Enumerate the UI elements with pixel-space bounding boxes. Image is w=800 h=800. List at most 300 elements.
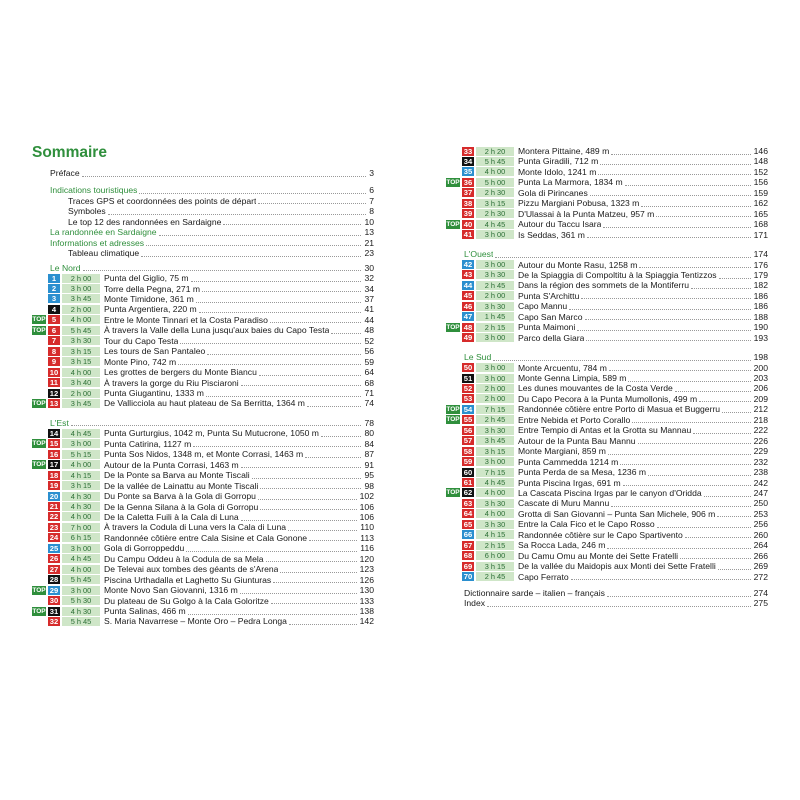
page-number: 186 — [753, 290, 768, 301]
page-number: 176 — [753, 259, 768, 270]
hike-title: Monte Pino, 742 m — [104, 356, 177, 367]
dot-leader — [260, 509, 356, 510]
dot-leader — [603, 227, 750, 228]
hike-duration: 4 h 45 — [62, 554, 100, 563]
hike-number: 19 — [49, 481, 59, 491]
dot-leader — [675, 391, 751, 392]
list-item[interactable] — [446, 551, 768, 561]
front-matter-title: Le top 12 des randonnées en Sardaigne — [68, 216, 222, 227]
page-number: 8 — [369, 206, 374, 217]
dot-leader — [252, 478, 362, 479]
hike-title: Punta Perda de sa Mesa, 1236 m — [518, 467, 647, 478]
page-number: 156 — [753, 177, 768, 188]
list-item[interactable] — [32, 533, 374, 543]
page-number: 52 — [364, 335, 374, 346]
hike-duration: 3 h 00 — [476, 363, 514, 372]
page-number: 247 — [753, 487, 768, 498]
list-item[interactable] — [446, 230, 768, 240]
dot-leader — [258, 203, 366, 204]
list-item[interactable] — [32, 284, 374, 294]
dot-leader — [611, 154, 750, 155]
hike-duration: 2 h 45 — [476, 572, 514, 581]
hike-title: Autour de la Punta Bau Mannu — [518, 435, 636, 446]
page-number: 190 — [753, 322, 768, 333]
list-item[interactable] — [32, 428, 374, 438]
hike-title: Autour de la Punta Corrasi, 1463 m — [104, 459, 239, 470]
hike-number: 44 — [463, 280, 473, 290]
list-item[interactable] — [446, 270, 768, 280]
list-item[interactable] — [446, 209, 768, 219]
hike-number: 38 — [463, 198, 473, 208]
hike-title: Du Camu Omu au Monte dei Sette Fratelli — [518, 550, 679, 561]
dot-leader — [309, 540, 357, 541]
dot-leader — [577, 330, 750, 331]
hike-title: Les tours de San Pantaleo — [104, 346, 206, 357]
dot-leader — [266, 561, 357, 562]
hike-number: 16 — [49, 449, 59, 459]
dot-leader — [699, 401, 751, 402]
list-item[interactable] — [446, 177, 768, 187]
page-number: 266 — [753, 550, 768, 561]
list-item[interactable] — [32, 606, 374, 616]
hike-title: De Televai aux tombes des géants de s'Arena — [104, 564, 279, 575]
list-item[interactable] — [446, 425, 768, 435]
back-matter-item[interactable] — [446, 588, 768, 598]
page-number: 59 — [364, 356, 374, 367]
page-number: 253 — [753, 508, 768, 519]
list-item[interactable] — [32, 460, 374, 470]
list-item[interactable] — [32, 512, 374, 522]
hike-number: 52 — [463, 383, 473, 393]
page-number: 162 — [753, 198, 768, 209]
list-item[interactable] — [32, 449, 374, 459]
hike-duration: 2 h 30 — [476, 209, 514, 218]
hike-number: 13 — [49, 398, 59, 408]
page-number: 98 — [364, 480, 374, 491]
hike-duration: 4 h 00 — [62, 460, 100, 469]
hike-duration: 3 h 00 — [476, 333, 514, 342]
dot-leader — [680, 558, 751, 559]
hike-duration: 4 h 45 — [476, 220, 514, 229]
front-matter-item[interactable] — [32, 248, 374, 258]
hike-duration: 3 h 45 — [476, 436, 514, 445]
dot-leader — [191, 281, 362, 282]
list-item[interactable] — [32, 294, 374, 304]
dot-leader — [331, 333, 361, 334]
hike-title: Capo San Marco — [518, 311, 583, 322]
list-item[interactable] — [32, 357, 374, 367]
hike-duration: 4 h 30 — [62, 502, 100, 511]
hike-title: Parco della Giara — [518, 332, 585, 343]
hike-duration: 5 h 15 — [62, 450, 100, 459]
hike-duration: 3 h 30 — [476, 302, 514, 311]
list-item[interactable] — [446, 260, 768, 270]
page-number: 41 — [364, 304, 374, 315]
hike-number: 53 — [463, 394, 473, 404]
hike-number: 47 — [463, 312, 473, 322]
hike-duration: 3 h 45 — [62, 399, 100, 408]
list-item[interactable] — [446, 301, 768, 311]
hike-number: 25 — [49, 543, 59, 553]
front-matter-item[interactable] — [32, 238, 374, 248]
list-item[interactable] — [446, 219, 768, 229]
front-matter-item[interactable] — [32, 217, 374, 227]
hike-title: De la Ponte sa Barva au Monte Tiscali — [104, 470, 250, 481]
dot-leader — [259, 375, 362, 376]
front-matter-title: Traces GPS et coordonnées des points de départ — [68, 195, 257, 206]
list-item[interactable] — [446, 188, 768, 198]
dot-leader — [571, 579, 751, 580]
dot-leader — [718, 569, 751, 570]
hike-number: 49 — [463, 333, 473, 343]
page-number: 200 — [753, 362, 768, 373]
hike-duration: 4 h 00 — [62, 315, 100, 324]
dot-leader — [307, 406, 361, 407]
page-number: 138 — [359, 606, 374, 616]
hike-number: 14 — [49, 428, 59, 438]
list-item[interactable] — [446, 436, 768, 446]
hike-title: Punta Catirina, 1127 m — [104, 438, 192, 449]
page-number: 106 — [359, 501, 374, 512]
list-item[interactable] — [446, 519, 768, 529]
hike-title: Punta Giugantinu, 1333 m — [104, 388, 204, 398]
hike-duration: 2 h 30 — [476, 188, 514, 197]
list-item[interactable] — [32, 564, 374, 574]
list-item[interactable] — [32, 543, 374, 553]
hike-number: 4 — [48, 305, 60, 314]
hike-duration: 2 h 15 — [476, 541, 514, 550]
section-title: Le Nord — [50, 262, 81, 273]
top-badge: TOP — [446, 323, 460, 331]
dot-leader — [289, 624, 357, 625]
hike-duration: 3 h 00 — [62, 439, 100, 448]
list-item[interactable] — [446, 373, 768, 383]
hike-title: Les grottes de bergers du Monte Biancu — [104, 367, 257, 378]
list-item[interactable] — [32, 388, 374, 398]
list-item[interactable] — [32, 398, 374, 408]
section-heading[interactable] — [446, 249, 768, 259]
list-item[interactable] — [446, 530, 768, 540]
hike-duration: 3 h 00 — [476, 260, 514, 269]
dot-leader — [623, 485, 751, 486]
page-number: 226 — [753, 435, 768, 446]
hike-duration: 2 h 00 — [476, 291, 514, 300]
back-matter-title: Dictionnaire sarde – italien – français — [464, 588, 605, 598]
hike-title: Gola di Gorroppeddu — [104, 543, 185, 554]
section-heading[interactable] — [446, 352, 768, 362]
hike-duration: 5 h 30 — [62, 596, 100, 605]
list-item[interactable] — [32, 554, 374, 564]
dot-leader — [202, 291, 361, 292]
page-number: 110 — [360, 522, 374, 533]
dot-leader — [180, 343, 361, 344]
page-number: 264 — [753, 540, 768, 551]
page-number: 256 — [753, 519, 768, 530]
hike-title: Punta del Giglio, 75 m — [104, 273, 189, 284]
list-item[interactable] — [32, 367, 374, 377]
list-item[interactable] — [32, 470, 374, 480]
front-matter-title: Informations et adresses — [50, 237, 145, 248]
page-number: 116 — [360, 543, 374, 554]
hike-duration: 4 h 00 — [476, 509, 514, 518]
top-badge: TOP — [446, 178, 460, 186]
hike-number: 40 — [463, 219, 473, 229]
hike-title: Piscina Urthadalla et Laghetto Su Giunturas — [104, 574, 272, 585]
list-item[interactable] — [32, 439, 374, 449]
hike-duration: 3 h 30 — [476, 426, 514, 435]
list-item[interactable] — [446, 404, 768, 414]
list-item[interactable] — [32, 304, 374, 314]
hike-title: Gola di Pirincanes — [518, 187, 588, 198]
hike-number: 22 — [49, 512, 59, 522]
list-item[interactable] — [32, 575, 374, 585]
hike-title: Du Capo Pecora à la Punta Mumollonis, 499 m — [518, 393, 698, 404]
front-matter-item[interactable] — [32, 168, 374, 178]
hike-duration: 7 h 00 — [62, 523, 100, 532]
list-item[interactable] — [446, 498, 768, 508]
hike-duration: 2 h 15 — [476, 323, 514, 332]
front-matter-item[interactable] — [32, 227, 374, 237]
hike-title: Monte Idolo, 1241 m — [518, 166, 597, 177]
list-item[interactable] — [446, 198, 768, 208]
hike-number: 21 — [49, 502, 59, 511]
hike-number: 56 — [463, 425, 473, 435]
hike-duration: 3 h 00 — [62, 284, 100, 293]
list-item[interactable] — [446, 540, 768, 550]
hike-title: À travers la Valle della Luna jusqu'aux baies du Capo Testa — [104, 325, 330, 336]
dot-leader — [280, 572, 356, 573]
page-number: 242 — [753, 477, 768, 488]
list-item[interactable] — [32, 378, 374, 388]
hike-duration: 4 h 15 — [476, 530, 514, 539]
dot-leader — [598, 174, 750, 175]
list-item[interactable] — [446, 280, 768, 290]
hike-duration: 3 h 15 — [62, 481, 100, 490]
page-number: 10 — [364, 216, 374, 227]
hike-title: De la Spiaggia di Compoltitu à la Spiaggia Tentizzos — [518, 269, 717, 280]
list-item[interactable] — [446, 478, 768, 488]
list-item[interactable] — [32, 491, 374, 501]
dot-leader — [717, 516, 750, 517]
hike-title: Randonnée côtière entre Cala Sisine et Cala Gonone — [104, 532, 308, 543]
page-number: 272 — [753, 571, 768, 582]
back-matter-item[interactable] — [446, 598, 768, 608]
list-item[interactable] — [446, 467, 768, 477]
page-number: 91 — [364, 459, 374, 470]
list-item[interactable] — [32, 522, 374, 532]
list-item[interactable] — [446, 363, 768, 373]
hike-number: 62 — [463, 488, 473, 498]
front-matter-item[interactable] — [32, 196, 374, 206]
list-item[interactable] — [446, 333, 768, 343]
list-item[interactable] — [446, 167, 768, 177]
hike-number: 31 — [49, 606, 59, 616]
page-number: 146 — [753, 146, 768, 156]
hike-number: 61 — [463, 478, 473, 487]
page-number: 182 — [753, 280, 768, 291]
hike-number: 7 — [48, 336, 60, 345]
list-item[interactable] — [446, 156, 768, 166]
list-item[interactable] — [446, 291, 768, 301]
hike-title: Tour du Capo Testa — [104, 335, 179, 346]
hike-title: Entre Nebida et Porto Corallo — [518, 414, 631, 425]
hike-duration: 4 h 00 — [476, 488, 514, 497]
hike-number: 30 — [49, 596, 59, 606]
hike-number: 15 — [49, 439, 59, 449]
hike-title: Du plateau de Su Golgo à la Cala Goloritze — [104, 595, 269, 606]
dot-leader — [607, 596, 751, 597]
hike-duration: 3 h 30 — [476, 520, 514, 529]
list-item[interactable] — [446, 446, 768, 456]
dot-leader — [186, 551, 357, 552]
hike-title: De Vallicciola au haut plateau de Sa Berritta, 1364 m — [104, 398, 305, 409]
dot-leader — [590, 195, 751, 196]
list-item[interactable] — [32, 315, 374, 325]
hike-title: Punta La Marmora, 1834 m — [518, 177, 623, 188]
section-heading[interactable] — [32, 263, 374, 273]
hike-number: 23 — [49, 522, 59, 532]
dot-leader — [223, 224, 361, 225]
list-item[interactable] — [446, 488, 768, 498]
list-item[interactable] — [32, 585, 374, 595]
list-item[interactable] — [446, 312, 768, 322]
hike-title: Pizzu Margiani Pobusa, 1323 m — [518, 198, 640, 209]
dot-leader — [625, 185, 751, 186]
hike-number: 11 — [49, 378, 59, 388]
list-item[interactable] — [32, 616, 374, 626]
list-item[interactable] — [446, 383, 768, 393]
dot-leader — [722, 412, 751, 413]
dot-leader — [693, 433, 750, 434]
hike-number: 33 — [463, 146, 473, 156]
dot-leader — [188, 614, 357, 615]
page-number: 203 — [753, 373, 768, 383]
hike-number: 17 — [49, 460, 59, 470]
dot-leader — [193, 446, 361, 447]
hike-number: 6 — [48, 326, 60, 335]
hike-number: 26 — [49, 554, 59, 564]
hike-number: 37 — [463, 188, 473, 198]
page-number: 64 — [364, 367, 374, 378]
list-item[interactable] — [32, 336, 374, 346]
list-item[interactable] — [446, 572, 768, 582]
dot-leader — [83, 270, 362, 271]
hike-number: 58 — [463, 446, 473, 456]
dot-leader — [260, 488, 361, 489]
hike-title: Punta Sos Nidos, 1348 m, et Monte Corrasi, 1463 m — [104, 449, 304, 460]
hike-title: Monte Novo San Giovanni, 1316 m — [104, 585, 238, 596]
page-number: 218 — [753, 414, 768, 425]
dot-leader — [656, 216, 750, 217]
hike-title: S. Maria Navarrese – Monte Oro – Pedra Longa — [104, 616, 287, 627]
hike-number: 5 — [48, 315, 60, 324]
hike-title: Punta S'Archittu — [518, 290, 580, 301]
top-badge: TOP — [32, 586, 46, 594]
hike-title: Punta Gurturgius, 1042 m, Punta Su Mutucrone, 1050 m — [104, 428, 319, 439]
front-matter-item[interactable] — [32, 206, 374, 216]
hike-title: Torre della Pegna, 271 m — [104, 283, 201, 294]
page-number: 174 — [753, 249, 768, 260]
dot-leader — [611, 506, 750, 507]
list-item[interactable] — [32, 596, 374, 606]
hike-duration: 4 h 15 — [62, 471, 100, 480]
hike-number: 8 — [48, 347, 60, 356]
hike-number: 67 — [463, 540, 473, 550]
hike-title: Randonnée côtière entre Porto di Masua et Buggerru — [518, 404, 721, 415]
hike-number: 35 — [463, 167, 473, 177]
dot-leader — [271, 603, 357, 604]
dot-leader — [495, 257, 750, 258]
hike-title: À travers la gorge du Riu Pisciaroni — [104, 377, 239, 388]
dot-leader — [719, 278, 751, 279]
hike-number: 10 — [49, 367, 59, 377]
dot-leader — [691, 288, 751, 289]
dot-leader — [241, 467, 362, 468]
hike-duration: 1 h 45 — [476, 312, 514, 321]
list-item[interactable] — [446, 509, 768, 519]
page-number: 68 — [364, 377, 374, 388]
hike-number: 2 — [48, 284, 60, 293]
list-item[interactable] — [446, 146, 768, 156]
list-item[interactable] — [446, 457, 768, 467]
hike-duration: 4 h 45 — [476, 478, 514, 487]
hike-number: 57 — [463, 436, 473, 446]
list-item[interactable] — [32, 325, 374, 335]
list-item[interactable] — [32, 502, 374, 512]
hike-title: La Cascata Piscina Irgas par le canyon d'Oridda — [518, 487, 702, 498]
hike-title: Cascate di Muru Mannu — [518, 498, 610, 509]
page-number: 133 — [359, 595, 374, 606]
hike-number: 45 — [463, 291, 473, 301]
hike-number: 20 — [49, 491, 59, 501]
page-number: 7 — [369, 195, 374, 206]
dot-leader — [82, 176, 367, 177]
page-number: 229 — [753, 446, 768, 457]
dot-leader — [648, 475, 751, 476]
page-number: 168 — [753, 219, 768, 230]
list-item[interactable] — [32, 346, 374, 356]
dot-leader — [569, 309, 750, 310]
hike-duration: 2 h 45 — [476, 415, 514, 424]
top-badge: TOP — [32, 399, 46, 407]
page-number: 179 — [753, 269, 768, 280]
hike-number: 36 — [463, 177, 473, 187]
hike-duration: 6 h 00 — [476, 551, 514, 560]
list-item[interactable] — [32, 273, 374, 283]
dot-leader — [581, 298, 750, 299]
list-item[interactable] — [446, 322, 768, 332]
hike-title: Sa Rocca Lada, 246 m — [518, 540, 606, 551]
list-item[interactable] — [446, 561, 768, 571]
list-item[interactable] — [446, 415, 768, 425]
top-badge: TOP — [32, 607, 46, 615]
hike-duration: 3 h 40 — [62, 378, 100, 387]
dot-leader — [258, 499, 357, 500]
list-item[interactable] — [32, 481, 374, 491]
page-number: 130 — [359, 585, 374, 596]
hike-duration: 3 h 30 — [62, 336, 100, 345]
hike-number: 70 — [463, 572, 473, 582]
hike-duration: 2 h 45 — [476, 281, 514, 290]
list-item[interactable] — [446, 394, 768, 404]
top-badge: TOP — [446, 489, 460, 497]
front-matter-item[interactable] — [32, 185, 374, 195]
page-number: 126 — [359, 574, 374, 585]
dot-leader — [587, 237, 751, 238]
dot-leader — [71, 425, 362, 426]
section-heading[interactable] — [32, 418, 374, 428]
hike-title: De la Caletta Fuili à la Cala di Luna — [104, 511, 239, 522]
